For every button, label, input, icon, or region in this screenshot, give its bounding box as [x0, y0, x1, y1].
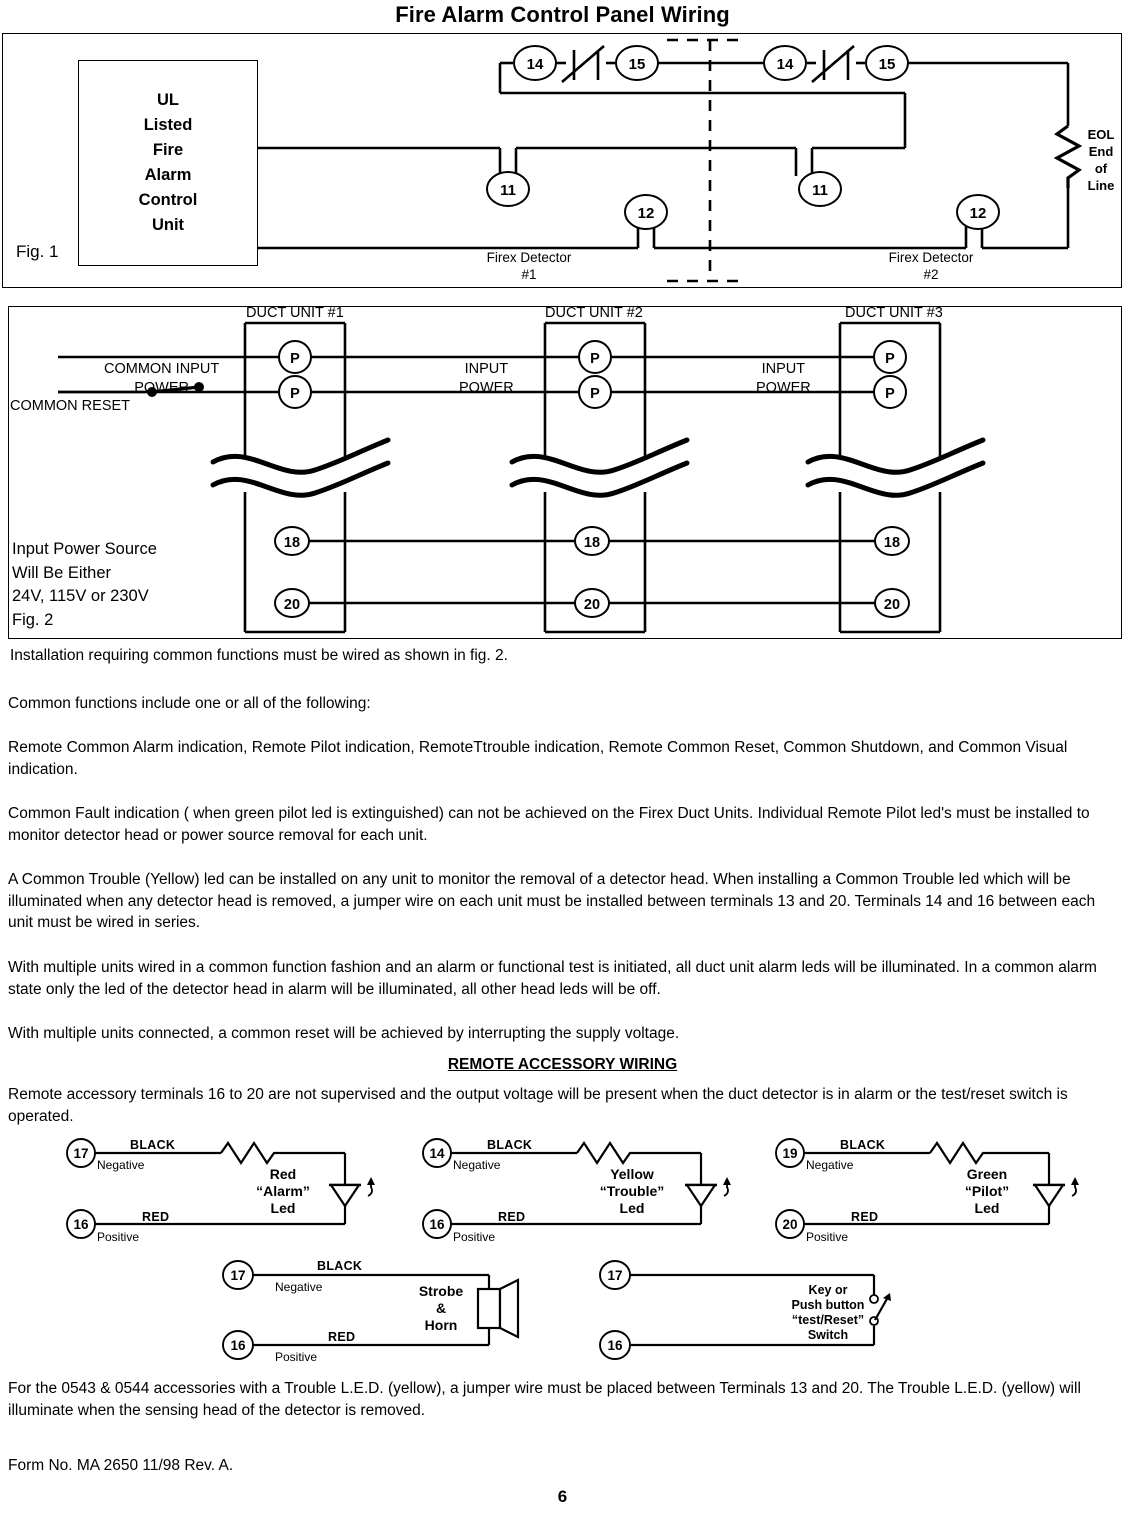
acc4-device-line-3: Horn — [424, 1317, 458, 1334]
eol-line-3: of — [1094, 161, 1108, 177]
duct-unit-3-title: DUCT UNIT #3 — [845, 305, 943, 321]
form-number-line: Form No. MA 2650 11/98 Rev. A. — [8, 1457, 234, 1474]
common-reset-label: COMMON RESET — [10, 398, 131, 414]
control-unit-line-3: Fire — [152, 140, 184, 159]
acc4-device-line-2: & — [435, 1300, 447, 1317]
acc4-pos-wire-color: RED — [328, 1330, 356, 1344]
acc3-pos-wire-color: RED — [851, 1210, 879, 1224]
remote-accessory-wiring-heading: REMOTE ACCESSORY WIRING — [447, 1056, 678, 1073]
control-unit-line-6: Unit — [151, 216, 185, 235]
duct3-p-terminal-upper: P — [885, 351, 895, 367]
eol-line-4: Line — [1087, 178, 1115, 194]
fault-indication-paragraph: Common Fault indication ( when green pilot led is extinguished) can not be achieved on the Firex Duct Units. Individual Remote Pilot led's must be installed to monitor detector head or power source removal for each unit. — [8, 805, 1090, 844]
acc3-neg-wire-color: BLACK — [840, 1138, 886, 1152]
terminal-14a-label: 14 — [526, 56, 544, 73]
input-power-source-line-1: Input Power Source — [12, 540, 157, 558]
acc3-neg-terminal: 19 — [782, 1146, 798, 1161]
acc5-device-label — [780, 1283, 876, 1343]
acc1-neg-polarity: Negative — [97, 1158, 145, 1172]
control-unit-line-4: Alarm — [144, 166, 192, 184]
duct1-p-terminal-upper: P — [290, 351, 300, 367]
acc5-neg-terminal: 17 — [607, 1268, 623, 1283]
eol-line-1: EOL — [1087, 127, 1115, 142]
acc1-pos-wire-color: RED — [142, 1210, 170, 1224]
acc4-pos-terminal: 16 — [230, 1338, 246, 1353]
acc1-pos-polarity: Positive — [97, 1230, 140, 1244]
acc4-device-label — [408, 1283, 474, 1334]
acc1-device-line-2: “Alarm” — [256, 1183, 310, 1200]
acc3-pos-terminal: 20 — [782, 1217, 798, 1232]
acc5-device-line-4: Switch — [807, 1328, 849, 1342]
input-power-2-line-2: POWER — [459, 380, 514, 397]
acc2-pos-wire-color: RED — [498, 1210, 526, 1224]
detector-1-line-2: #1 — [521, 266, 537, 282]
duct3-p-terminal-lower: P — [885, 386, 895, 402]
terminal-15a-label: 15 — [628, 56, 646, 73]
acc2-neg-terminal: 14 — [429, 1146, 445, 1161]
acc3-device-label — [940, 1166, 1034, 1217]
acc4-neg-wire-color: BLACK — [317, 1259, 363, 1273]
duct2-terminal-20: 20 — [583, 597, 601, 613]
duct1-terminal-18: 18 — [283, 535, 301, 551]
duct1-terminal-20: 20 — [283, 597, 301, 613]
acc2-device-line-3: Led — [619, 1200, 645, 1217]
acc5-pos-terminal: 16 — [607, 1338, 623, 1353]
acc1-device-line-1: Red — [269, 1166, 297, 1182]
terminal-12b-label: 12 — [969, 205, 987, 222]
input-power-2-line-1: INPUT — [464, 361, 509, 377]
acc1-neg-wire-color: BLACK — [130, 1138, 176, 1152]
page-number: 6 — [557, 1487, 568, 1506]
input-power-source-line-3: 24V, 115V or 230V — [12, 587, 149, 606]
figure-1-caption: Fig. 1 — [16, 242, 59, 261]
acc4-device-line-1: Strobe — [418, 1283, 464, 1299]
duct2-p-terminal-upper: P — [590, 351, 600, 367]
duct3-terminal-20: 20 — [883, 597, 901, 613]
input-power-3-line-2: POWER — [756, 380, 811, 397]
input-power-3-line-1: INPUT — [761, 361, 806, 377]
acc1-device-label — [233, 1166, 333, 1217]
control-unit-line-2: Listed — [143, 115, 193, 134]
acc5-device-line-2: Push button — [791, 1298, 865, 1312]
remote-accessory-intro-paragraph: Remote accessory terminals 16 to 20 are not supervised and the output voltage will be present when the duct detector is in alarm or the test/reset switch is operated. — [8, 1086, 1068, 1125]
acc3-device-line-1: Green — [966, 1166, 1008, 1182]
acc1-device-line-3: Led — [270, 1200, 296, 1217]
duct1-p-terminal-lower: P — [290, 386, 300, 402]
acc1-neg-terminal: 17 — [73, 1146, 89, 1161]
acc3-pos-polarity: Positive — [806, 1230, 849, 1244]
led-symbol-green — [1033, 1177, 1079, 1206]
common-functions-intro-paragraph: Common functions include one or all of the following: — [8, 695, 371, 712]
acc1-pos-terminal: 16 — [73, 1217, 89, 1232]
multiple-units-paragraph: With multiple units wired in a common function fashion and an alarm or functional test is initiated, all duct unit alarm leds will be illuminated. In a common alarm state only the led of the detector head in alarm will be illuminated, all other head leds will be off. — [8, 959, 1097, 998]
detector-1-line-1: Firex Detector — [486, 250, 572, 265]
acc3-neg-polarity: Negative — [806, 1158, 854, 1172]
figure-2-caption: Fig. 2 — [12, 610, 54, 629]
acc4-neg-terminal: 17 — [230, 1268, 246, 1283]
trouble-led-paragraph: A Common Trouble (Yellow) led can be installed on any unit to monitor the removal of a detector head. When installing a Common Trouble led which will be illuminated when any detector head is removed, a jumper wire on each unit must be installed between terminals 13 and 20. Terminals 14 and 16 between each unit must be wired in series. — [8, 871, 1096, 932]
control-unit-line-1: UL — [157, 90, 179, 109]
acc5-device-line-3: “test/Reset” — [791, 1313, 865, 1327]
eol-line-2: End — [1088, 144, 1114, 160]
detector-2-line-2: #2 — [923, 266, 939, 282]
terminal-12a-label: 12 — [637, 205, 655, 222]
led-symbol-yellow — [685, 1177, 731, 1206]
duct2-p-terminal-lower: P — [590, 386, 600, 402]
control-unit-line-5: Control — [138, 191, 198, 210]
trouble-led-note-paragraph: For the 0543 & 0544 accessories with a Trouble L.E.D. (yellow), a jumper wire must be placed between Terminals 13 and 20. The Trouble L.E.D. (yellow) will illuminate when the sensing head of the detector is removed. — [8, 1380, 1081, 1419]
terminal-15b-label: 15 — [878, 56, 896, 73]
acc4-pos-polarity: Positive — [275, 1350, 318, 1364]
duct-unit-2-title: DUCT UNIT #2 — [545, 305, 643, 321]
common-input-power-line-2: POWER — [134, 380, 189, 397]
horn-speaker-symbol — [478, 1280, 518, 1337]
common-functions-list-paragraph: Remote Common Alarm indication, Remote Pilot indication, RemoteTtrouble indication, Remote Common Reset, Common Shutdown, and Common Visual indication. — [8, 739, 1068, 778]
acc3-device-line-3: Led — [974, 1200, 1000, 1217]
duct2-terminal-18: 18 — [583, 535, 601, 551]
detector-2-line-1: Firex Detector — [888, 250, 974, 265]
page-title: Fire Alarm Control Panel Wiring — [395, 2, 730, 27]
install-note-paragraph: Installation requiring common functions must be wired as shown in fig. 2. — [10, 647, 508, 664]
acc4-neg-polarity: Negative — [275, 1280, 323, 1294]
acc2-device-label — [578, 1166, 686, 1217]
terminal-11a-label: 11 — [500, 182, 516, 199]
acc3-device-line-2: “Pilot” — [964, 1183, 1010, 1200]
acc2-pos-polarity: Positive — [453, 1230, 496, 1244]
duct-unit-1-title: DUCT UNIT #1 — [246, 305, 344, 321]
common-input-power-line-1: COMMON INPUT — [104, 361, 220, 377]
acc2-pos-terminal: 16 — [429, 1217, 445, 1232]
common-reset-paragraph: With multiple units connected, a common reset will be achieved by interrupting the supply voltage. — [8, 1025, 680, 1042]
terminal-11b-label: 11 — [812, 182, 828, 199]
input-power-source-line-2: Will Be Either — [12, 563, 112, 582]
terminal-14b-label: 14 — [776, 56, 794, 73]
led-symbol-red — [329, 1177, 375, 1206]
duct3-terminal-18: 18 — [883, 535, 901, 551]
acc5-device-line-1: Key or — [808, 1283, 848, 1297]
acc2-device-line-1: Yellow — [610, 1166, 654, 1182]
acc2-neg-wire-color: BLACK — [487, 1138, 533, 1152]
acc2-device-line-2: “Trouble” — [599, 1183, 665, 1200]
acc2-neg-polarity: Negative — [453, 1158, 501, 1172]
